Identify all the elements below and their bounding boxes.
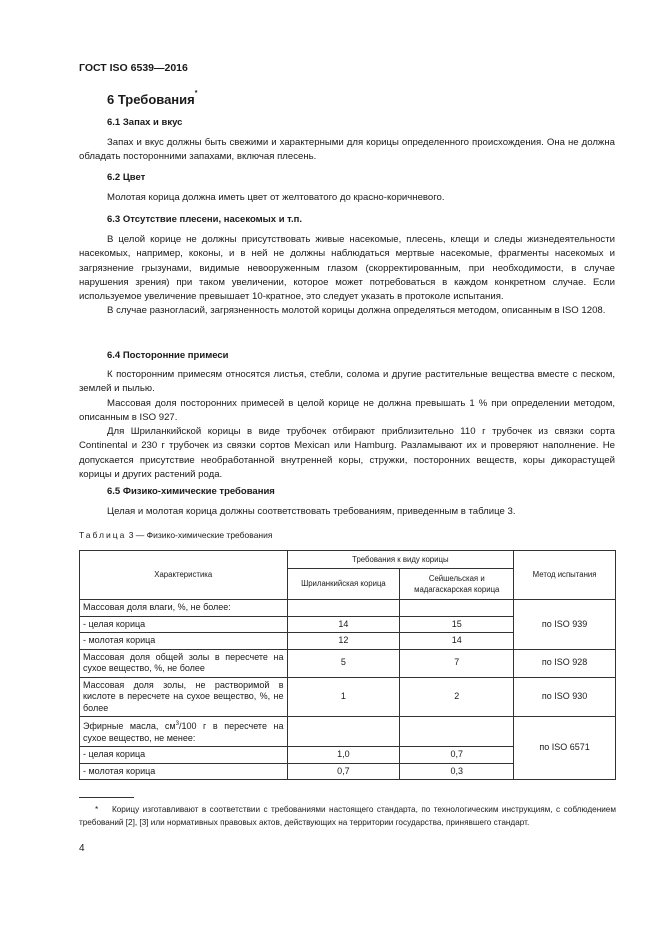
text-6-2: Молотая корица должна иметь цвет от желтоватого до красно-коричневого. [107,192,445,203]
table-row: Массовая доля общей золы в пересчете на сухое вещество, %, не более 5 7 по ISO 928 [80,649,616,677]
header-seychelles: Сейшельская и мадагаскарская корица [400,569,514,600]
method-cell: по ISO 928 [514,649,616,677]
page-number: 4 [79,843,85,854]
method-cell: по ISO 939 [514,600,616,650]
table-row: - целая корица 1,0 0,7 [80,747,616,764]
footnote-divider [79,797,134,798]
table-header-row [80,551,616,569]
text-6-5: Целая и молотая корица должны соответствовать требованиям, приведенным в таблице 3. [107,506,516,517]
heading-6-5: 6.5 Физико-химические требования [107,486,275,497]
document-code: ГОСТ ISO 6539—2016 [79,62,188,74]
table-row: - молотая корица 0,7 0,3 [80,763,616,780]
table-row: Массовая доля золы, не растворимой в кислоте в пересчете на сухое вещество, %, не более 1 2 по ISO 930 [80,677,616,717]
table-row: Эфирные масла, $см^3/100$ г в пересчете на сухое вещество, не менее: по ISO 6571 [80,717,616,747]
heading-6-1: 6.1 Запах и вкус [107,117,183,128]
table-caption: Таблица 3 — Физико-химические требования [79,530,273,540]
section-title: 6 Требования* [107,89,198,107]
header-method: Метод испытания [514,551,616,600]
footnote-mark: * [194,89,198,97]
table-row: - молотая корица 12 14 [80,633,616,650]
table-row: Массовая доля влаги, %, не более: по ISO 939 [80,600,616,617]
text-6-3: В целой корице не должны присутствовать живые насекомые, плесень, клещи и следы жизнедеятельности насекомых, например, коконы, и в ней не должны наблюдаться мертвые насекомые, фрагменты насекомых и загрязнение грызунами, видимые невооруженным глазом (скорректированным, при необходимости, в случае нарушения зрения) при таком увеличении, которое может потребоваться в каждом конкретном случае. Если используемое увеличение превышает 10-кратное, это следует указать в протоколе испытания. В случае разногласий, загрязненность молотой корицы должна определяться методом, описанным в ISO 1208. [79,234,615,317]
footnote: * Корицу изготавливают в соответствии с требованиями настоящего стандарта, по технологическим инструкциям, с соблюдением требований [2], [3] или нормативных правовых актов, действующих на территории государства, принявшего стандарт. [79,805,616,827]
requirements-table [79,550,616,780]
heading-6-2: 6.2 Цвет [107,172,146,183]
header-srilanka: Шриланкийская корица [287,569,400,600]
header-requirements: Требования к виду корицы [287,551,514,569]
method-cell: по ISO 930 [514,677,616,717]
heading-6-4: 6.4 Посторонние примеси [107,350,229,361]
header-characteristic: Характеристика [80,551,288,600]
text-6-1: Запах и вкус должны быть свежими и характерными для корицы определенного происхождения. Она не должна обладать посторонними запахами, включая плесень. [79,137,615,163]
heading-6-3: 6.3 Отсутствие плесени, насекомых и т.п. [107,214,303,225]
text-6-4: К посторонним примесям относятся листья, стебли, солома и другие растительные вещества вместе с песком, землей и пылью. Массовая доля посторонних примесей в целой корице не должна превышать 1 % при определении методом, описанным в ISO 927. Для Шриланкийской корицы в виде трубочек отбирают приблизительно 110 г трубочек из связки сорта Continental и 230 г трубочек из связки сортов Mexican или Hamburg. Разламывают их и проверяют наполнение. Не допускается присутствие необработанной внутренней коры, стружки, посторонних веществ, коры дикорастущей корицы и других растений рода. [79,369,615,481]
table-row: - целая корица 14 15 [80,616,616,633]
method-cell: по ISO 6571 [514,717,616,780]
